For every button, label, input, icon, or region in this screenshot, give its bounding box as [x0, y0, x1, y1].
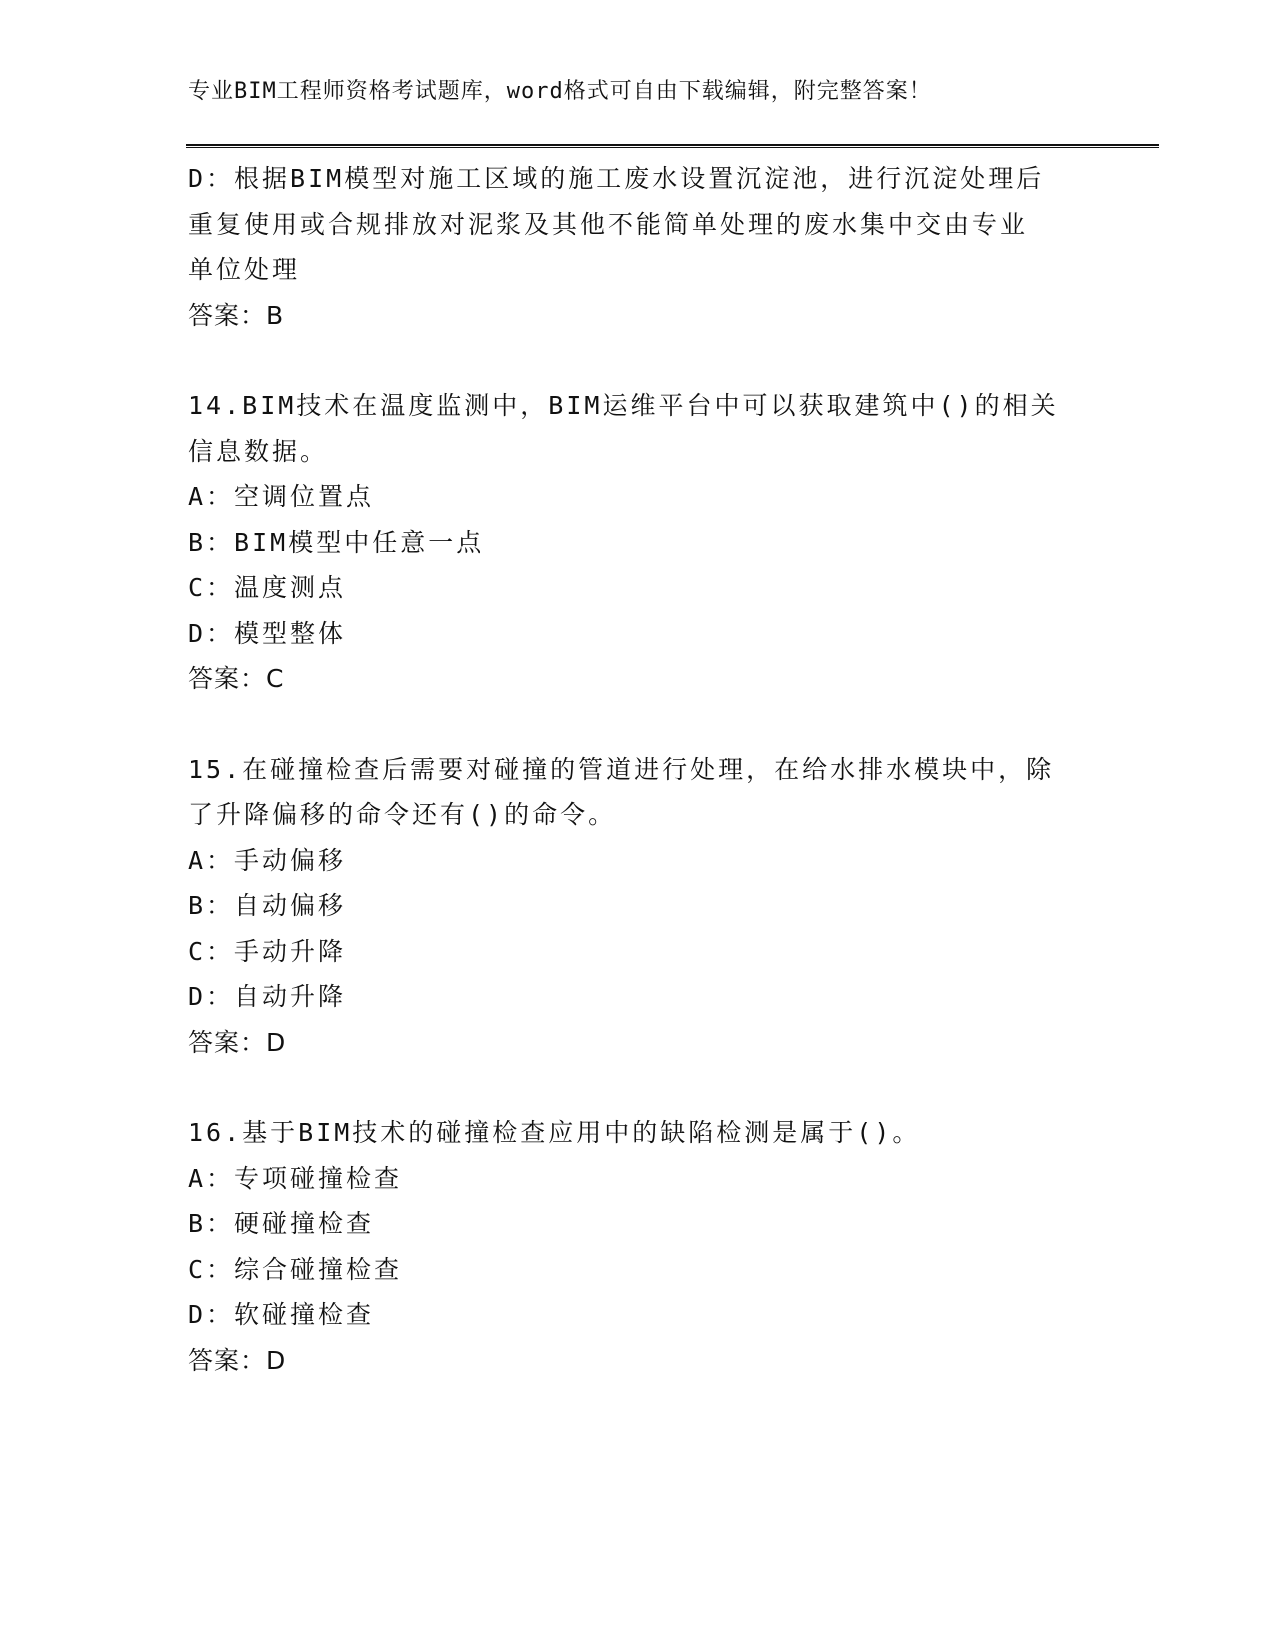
spacer	[188, 702, 1088, 747]
option-a: A：手动偏移	[188, 845, 347, 875]
question-stem: 了升降偏移的命令还有()的命令。	[188, 800, 617, 829]
option-d-line: 重复使用或合规排放对泥浆及其他不能简单处理的废水集中交由专业	[188, 209, 1029, 239]
option-c: C：温度测点	[188, 573, 347, 602]
option-a: A：空调位置点	[188, 482, 375, 511]
option-d: D：自动升降	[188, 982, 347, 1011]
question-stem: 15.在碰撞检查后需要对碰撞的管道进行处理，在给水排水模块中，除	[188, 754, 1055, 784]
question-stem: 14.BIM技术在温度监测中，BIM运维平台中可以获取建筑中()的相关	[188, 391, 1059, 420]
option-b: B：硬碰撞检查	[188, 1209, 375, 1238]
option-d: D：模型整体	[188, 618, 347, 648]
page-header: 专业BIM工程师资格考试题库，word格式可自由下载编辑，附完整答案！	[188, 79, 932, 104]
question-stem: 16.基于BIM技术的碰撞检查应用中的缺陷检测是属于()。	[188, 1118, 921, 1147]
prev-question	[188, 156, 1088, 338]
spacer	[188, 1065, 1088, 1110]
option-c: C：综合碰撞检查	[188, 1254, 403, 1284]
option-d-line: D：根据BIM模型对施工区域的施工废水设置沉淀池，进行沉淀处理后	[188, 164, 1045, 193]
answer-line: 答案：D	[188, 1345, 287, 1375]
answer-line: 答案：B	[188, 300, 285, 330]
option-a: A：专项碰撞检查	[188, 1163, 403, 1193]
option-b: B：自动偏移	[188, 891, 347, 920]
option-d: D：软碰撞检查	[188, 1300, 375, 1329]
spacer	[188, 338, 1088, 383]
question-stem: 信息数据。	[188, 436, 329, 466]
document-body	[188, 156, 1088, 1383]
question-16	[188, 1110, 1088, 1383]
answer-line: 答案：C	[188, 664, 285, 693]
question-14	[188, 383, 1088, 702]
option-b: B：BIM模型中任意一点	[188, 527, 485, 557]
question-15	[188, 747, 1088, 1066]
answer-line: 答案：D	[188, 1027, 287, 1057]
header-divider	[186, 144, 1159, 148]
option-c: C：手动升降	[188, 936, 347, 966]
option-d-line: 单位处理	[188, 255, 301, 284]
